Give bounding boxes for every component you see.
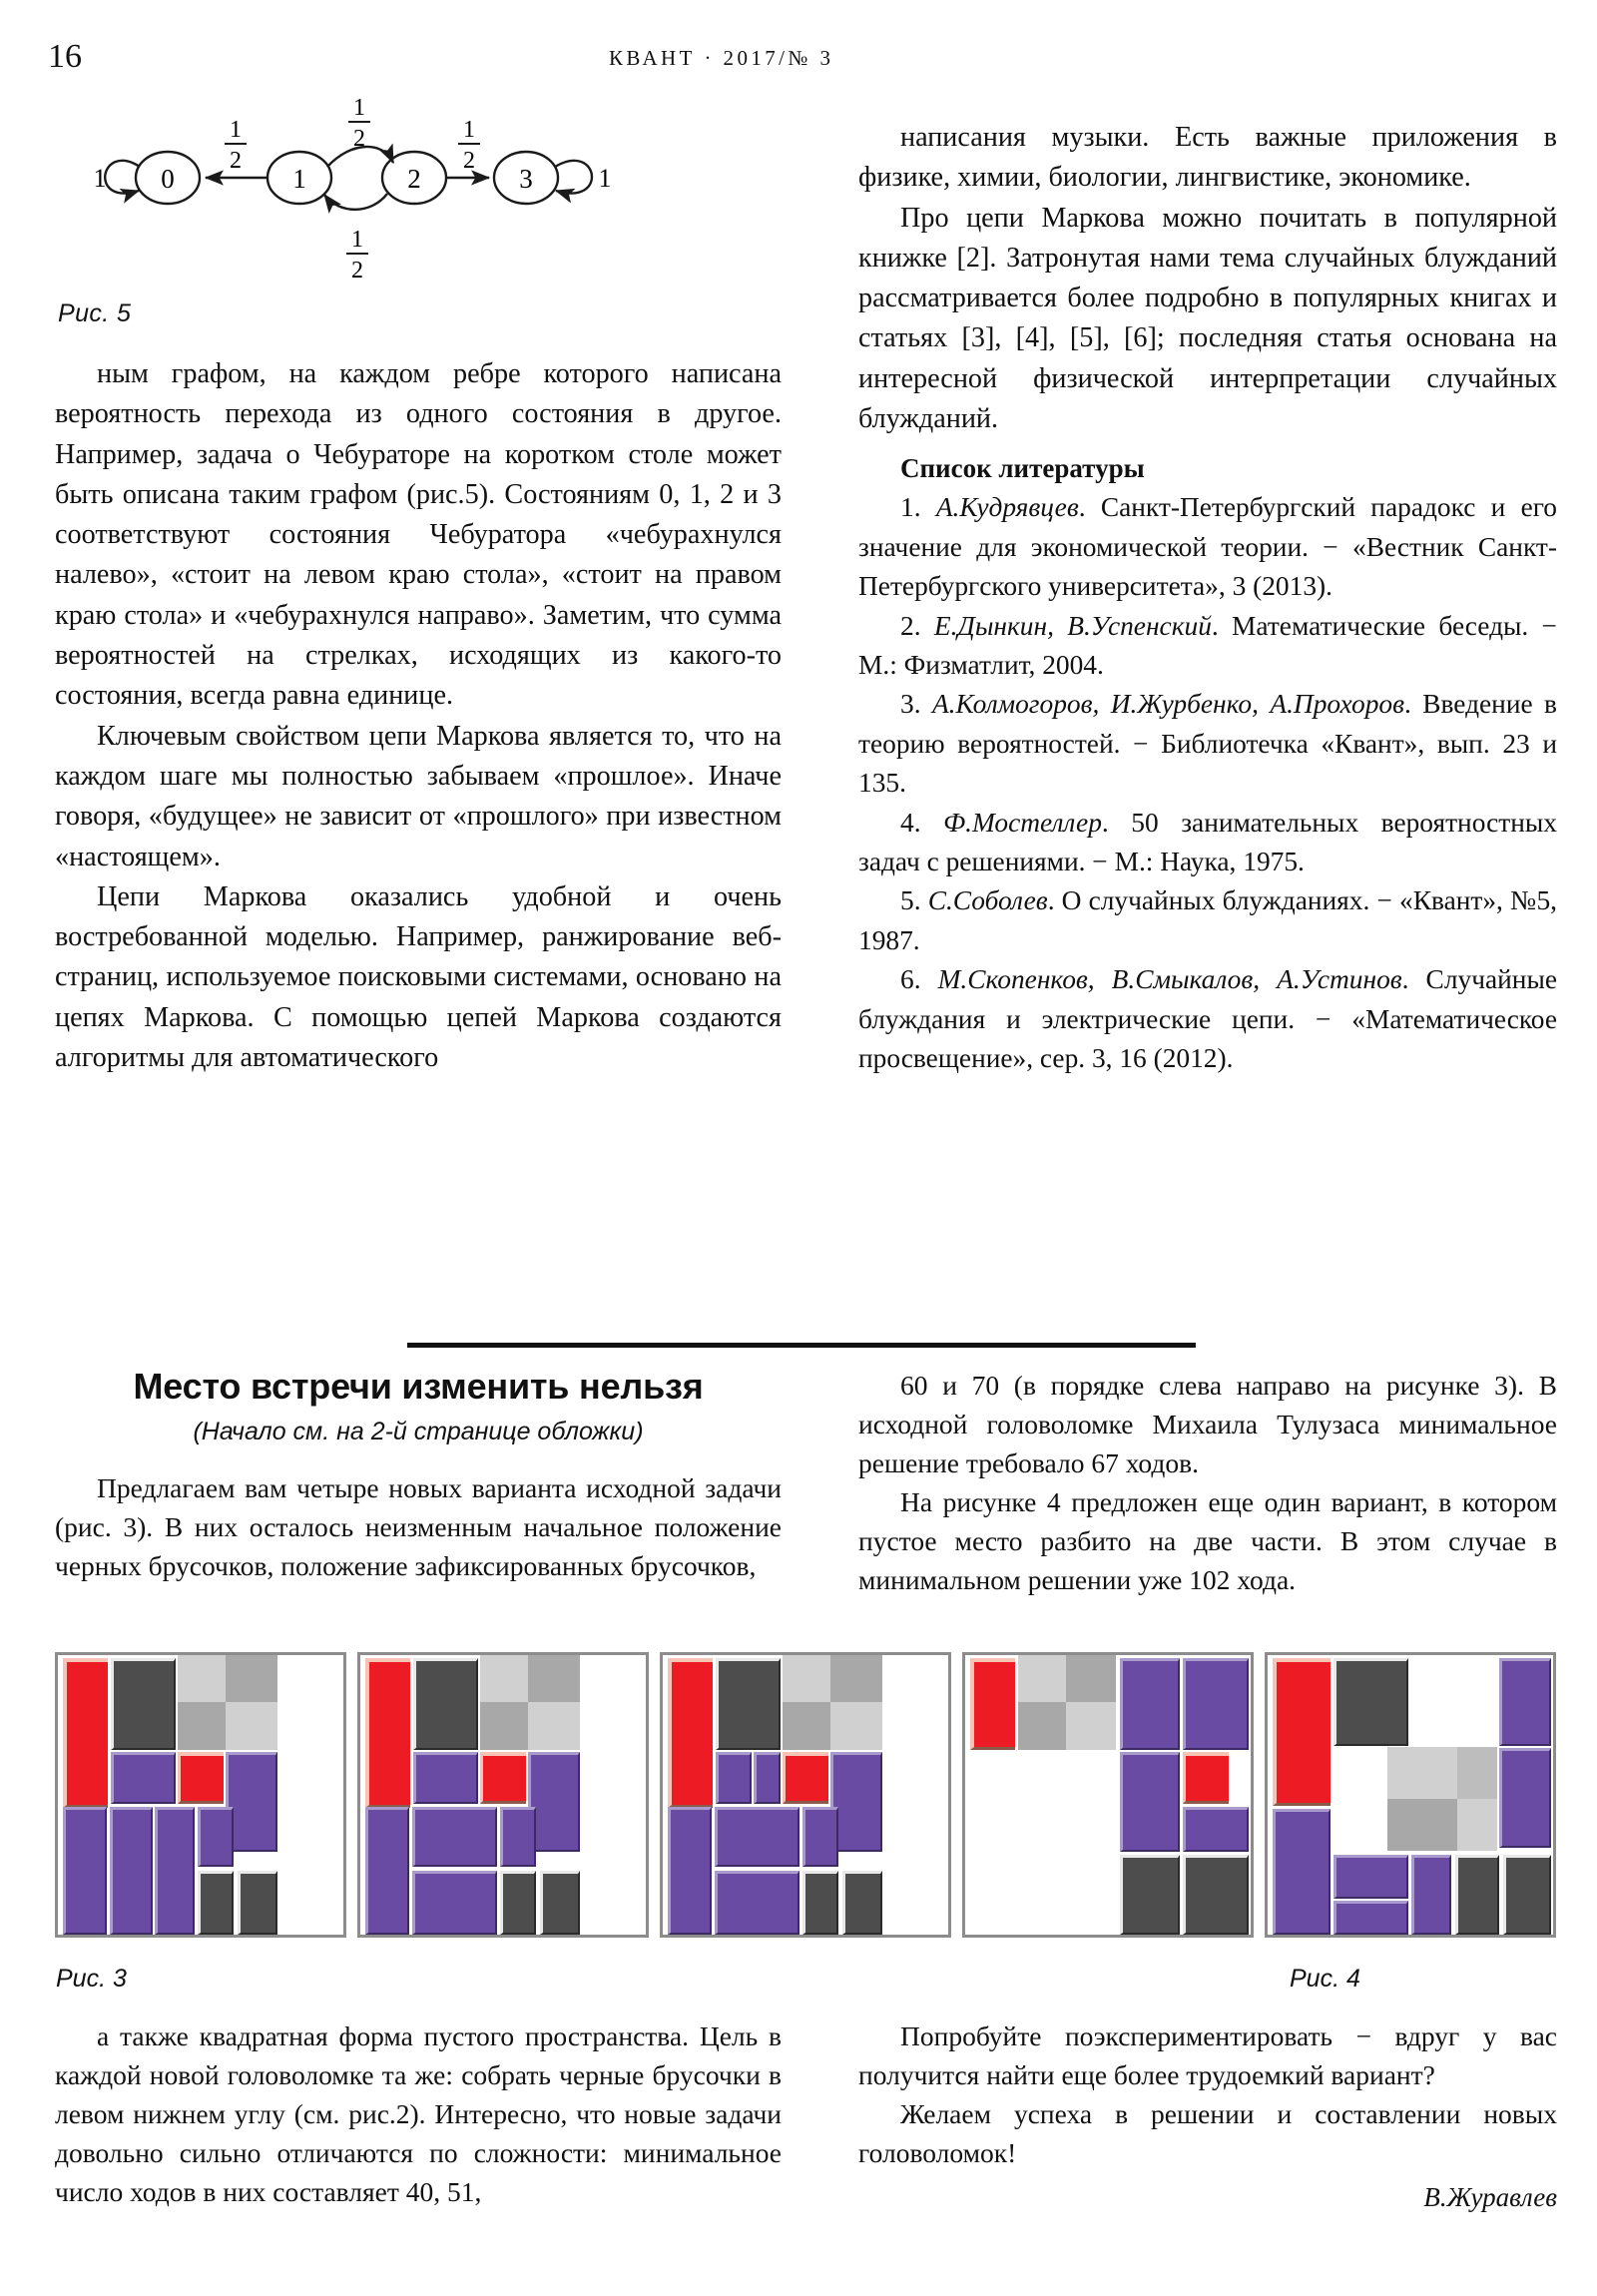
fixed-cell bbox=[830, 1702, 882, 1750]
block-purple-wide bbox=[715, 1807, 799, 1867]
block-dark-large bbox=[716, 1658, 781, 1750]
block-dark-small bbox=[1503, 1855, 1551, 1935]
section-divider bbox=[407, 1343, 1196, 1348]
block-red-small bbox=[783, 1752, 828, 1804]
reference-rest: . Математические беседы. − М.: Физматлит, 2004. bbox=[858, 610, 1557, 680]
reference-item bbox=[858, 960, 1557, 1078]
fixed-cell bbox=[1387, 1747, 1457, 1799]
article2-bottom-right-column bbox=[858, 2016, 1557, 2213]
node-label-2: 2 bbox=[407, 164, 421, 194]
block-purple-tall bbox=[1499, 1658, 1551, 1746]
block-purple-small bbox=[1183, 1807, 1249, 1852]
figure-markov-chain bbox=[40, 95, 798, 294]
reference-authors: Ф.Мостеллер bbox=[943, 807, 1102, 838]
author-signature: В.Журавлев bbox=[1423, 2182, 1557, 2212]
block-purple-wide bbox=[412, 1871, 497, 1935]
svg-text:1: 1 bbox=[230, 117, 242, 143]
block-purple-tall bbox=[365, 1807, 409, 1935]
puzzle-board-5 bbox=[1265, 1652, 1556, 1938]
figure3-caption: Рис. 3 bbox=[56, 1965, 127, 1993]
fixed-cell bbox=[830, 1655, 882, 1702]
reference-number: 5. bbox=[900, 885, 921, 916]
block-dark-small bbox=[1120, 1855, 1180, 1935]
fixed-cell bbox=[480, 1702, 528, 1750]
reference-rest: . Случайные блуждания и электрические цепи. − «Математическое просвещение», сер. 3, 16 (2012). bbox=[858, 964, 1558, 1074]
block-red-tall bbox=[668, 1658, 713, 1808]
block-red-tall bbox=[365, 1658, 410, 1808]
block-dark-small bbox=[1455, 1855, 1499, 1935]
reference-item bbox=[858, 488, 1557, 606]
puzzle-board-2 bbox=[357, 1652, 649, 1938]
block-dark-large bbox=[1333, 1658, 1408, 1746]
puzzle-figures bbox=[0, 1652, 1597, 1952]
node-label-1: 1 bbox=[292, 164, 306, 194]
block-purple-tall bbox=[668, 1807, 712, 1935]
block-purple-tall bbox=[1499, 1748, 1551, 1848]
block-dark-small bbox=[802, 1871, 838, 1935]
reference-rest: . 50 занимательных вероятностных задач с решениями. − М.: Наука, 1975. bbox=[858, 807, 1557, 877]
reference-rest: . Санкт-Петербургский парадокс и его значение для экономической теории. − «Вестник Санкт-Петербургского университета», 3 (2013). bbox=[858, 492, 1557, 602]
block-dark-large bbox=[413, 1658, 478, 1750]
reference-authors: С.Соболев bbox=[927, 885, 1048, 916]
block-purple-small bbox=[716, 1752, 752, 1804]
figure4-caption: Рис. 4 bbox=[1290, 1965, 1360, 1993]
fixed-cell bbox=[226, 1702, 277, 1750]
reference-item bbox=[858, 685, 1557, 803]
fixed-cell bbox=[226, 1655, 277, 1702]
reference-number: 2. bbox=[900, 610, 921, 641]
block-red-tall bbox=[970, 1658, 1015, 1750]
block-purple-tall bbox=[1183, 1658, 1249, 1750]
block-purple-tall bbox=[63, 1807, 107, 1935]
paragraph: На рисунке 4 предложен еще один вариант, в котором пустое место разбито на две части. В этом случае в минимальном решении уже 102 хода. bbox=[858, 1486, 1557, 1595]
fixed-cell bbox=[1018, 1702, 1066, 1750]
block-purple-small bbox=[1411, 1855, 1451, 1935]
fixed-cell bbox=[480, 1655, 528, 1702]
block-red-small bbox=[1183, 1752, 1229, 1804]
svg-text:2: 2 bbox=[351, 258, 363, 284]
block-purple-wide bbox=[1333, 1855, 1408, 1899]
fixed-cell bbox=[178, 1655, 226, 1702]
reference-item bbox=[858, 881, 1557, 960]
block-purple-small bbox=[754, 1752, 781, 1804]
block-purple-tall bbox=[1120, 1658, 1180, 1750]
block-red-tall bbox=[1273, 1658, 1331, 1806]
fixed-cell bbox=[528, 1702, 580, 1750]
block-red-small bbox=[178, 1752, 224, 1804]
edge-label-self-right: 1 bbox=[598, 164, 612, 193]
journal-title: КВАНТ · 2017/№ 3 bbox=[609, 46, 834, 70]
block-dark-large bbox=[111, 1658, 176, 1750]
paragraph: Про цепи Маркова можно почитать в популярной книжке [2]. Затронутая нами тема случайных блужданий рассматривается более подробно в популярных книгах и статьях [3], [4], [5], [6]; последняя статья основана на интересной физической интерпретации случайных блужданий. bbox=[858, 202, 1557, 435]
block-dark-small bbox=[198, 1871, 234, 1935]
article2-right-column bbox=[858, 1366, 1557, 1599]
reference-authors: Е.Дынкин, В.Успенский bbox=[933, 610, 1212, 641]
paragraph: Цепи Маркова оказались удобной и очень востребованной моделью. Например, ранжирование веб-страниц, используемое поисковыми системами, основано на цепях Маркова. С помощью цепей Маркова создаются алгоритмы для автоматического bbox=[55, 880, 782, 1074]
article2-left-column bbox=[55, 1366, 782, 1585]
block-purple-small bbox=[198, 1807, 234, 1867]
block-purple-wide bbox=[412, 1807, 497, 1867]
reference-authors: А.Колмогоров, И.Журбенко, А.Прохоров bbox=[931, 689, 1404, 720]
fixed-cell bbox=[783, 1702, 830, 1750]
puzzle-board-3 bbox=[660, 1652, 951, 1938]
fixed-cell bbox=[178, 1702, 226, 1750]
reference-number: 6. bbox=[900, 964, 921, 995]
reference-number: 3. bbox=[900, 689, 921, 720]
block-dark-small bbox=[540, 1871, 580, 1935]
article2-subtitle: (Начало см. на 2-й странице обложки) bbox=[193, 1418, 644, 1445]
paragraph: а также квадратная форма пустого пространства. Цель в каждой новой головоломке та же: собрать черные брусочки в левом нижнем углу (см. рис.2). Интересно, что новые задачи довольно сильно отличаются по сложности: минимальное число ходов в них составляет 40, 51, bbox=[55, 2020, 782, 2207]
block-purple-tall bbox=[1120, 1752, 1180, 1852]
references-heading: Список литературы bbox=[900, 453, 1145, 484]
svg-text:2: 2 bbox=[353, 126, 365, 152]
fixed-cell bbox=[528, 1655, 580, 1702]
block-purple-tall bbox=[110, 1807, 153, 1935]
edge-label-one-to-two bbox=[348, 95, 370, 152]
block-purple-tall bbox=[1273, 1809, 1331, 1935]
block-dark-small bbox=[500, 1871, 536, 1935]
block-red-small bbox=[480, 1752, 526, 1804]
reference-item bbox=[858, 607, 1557, 686]
fixed-cell bbox=[1387, 1799, 1457, 1851]
svg-text:1: 1 bbox=[463, 117, 475, 143]
reference-item bbox=[858, 804, 1557, 882]
svg-text:1: 1 bbox=[351, 227, 363, 253]
block-purple-wide bbox=[715, 1871, 799, 1935]
page-header bbox=[0, 38, 1597, 78]
block-purple-wide bbox=[413, 1752, 478, 1804]
fixed-cell bbox=[1066, 1655, 1116, 1702]
paragraph: ным графом, на каждом ребре которого написана вероятность перехода из одного состояния в другое. Например, задача о Чебураторе на коротком столе может быть описана таким графом (рис.5). Состояниям 0, 1, 2 и 3 соответствуют состояния Чебуратора «чебурахнулся налево», «стоит на левом краю стола», «стоит на правом краю стола» и «чебурахнулся направо». Заметим, что сумма вероятностей на стрелках, исходящих из какого-то состояния, всегда равна единице. bbox=[55, 358, 782, 712]
paragraph: Предлагаем вам четыре новых варианта исходной задачи (рис. 3). В них осталось неизменным начальное положение черных брусочков, положение зафиксированных брусочков, bbox=[55, 1472, 782, 1581]
block-dark-small bbox=[1183, 1855, 1249, 1935]
fixed-cell bbox=[783, 1655, 830, 1702]
block-dark-small bbox=[842, 1871, 882, 1935]
page-number: 16 bbox=[48, 38, 82, 75]
block-purple-wide bbox=[1333, 1901, 1408, 1935]
svg-text:1: 1 bbox=[353, 95, 365, 121]
block-purple-small bbox=[802, 1807, 838, 1867]
block-dark-small bbox=[238, 1871, 277, 1935]
article2-bottom-left-column bbox=[55, 2016, 782, 2211]
reference-rest: . Введение в теорию вероятностей. − Библиотечка «Квант», вып. 23 и 135. bbox=[858, 689, 1557, 799]
block-purple-tall bbox=[155, 1807, 195, 1935]
reference-rest: . О случайных блужданиях. − «Квант», №5, 1987. bbox=[858, 885, 1557, 955]
paragraph: написания музыки. Есть важные приложения в физике, химии, биологии, лингвистике, экономике. bbox=[858, 122, 1557, 194]
paragraph: Попробуйте поэкспериментировать − вдруг у вас получится найти еще более трудоемкий вариант? bbox=[858, 2020, 1557, 2090]
fixed-cell bbox=[1066, 1702, 1116, 1750]
reference-authors: М.Скопенков, В.Смыкалов, А.Устинов bbox=[937, 964, 1402, 995]
block-purple-wide bbox=[111, 1752, 176, 1804]
edge-label-one-to-zero bbox=[225, 117, 247, 174]
node-label-3: 3 bbox=[519, 164, 533, 194]
fixed-cell bbox=[1018, 1655, 1066, 1702]
block-red-tall bbox=[63, 1658, 108, 1808]
node-label-0: 0 bbox=[161, 164, 175, 194]
article2-title: Место встречи изменить нельзя bbox=[133, 1366, 704, 1407]
reference-authors: А.Кудрявцев bbox=[935, 492, 1079, 523]
svg-text:2: 2 bbox=[463, 148, 475, 174]
paragraph: Ключевым свойством цепи Маркова является то, что на каждом шаге мы полностью забываем «прошлое». Иначе говоря, «будущее» не зависит от «прошлого» при известном «настоящем». bbox=[55, 720, 782, 872]
edge-label-two-to-three bbox=[458, 117, 480, 174]
paragraph: 60 и 70 (в порядке слева направо на рисунке 3). В исходной головоломке Михаила Тулузаса минимальное решение требовало 67 ходов. bbox=[858, 1370, 1557, 1478]
reference-number: 4. bbox=[900, 807, 921, 838]
edge-label-self-left: 1 bbox=[93, 164, 107, 193]
edge-label-two-to-one bbox=[346, 227, 368, 284]
article1-right-column bbox=[858, 118, 1557, 1078]
paragraph: Желаем успеха в решении и составлении новых головоломок! bbox=[858, 2098, 1557, 2168]
block-purple-small bbox=[500, 1807, 536, 1867]
reference-number: 1. bbox=[900, 492, 921, 523]
fixed-cell bbox=[1457, 1799, 1497, 1851]
markov-graph-svg bbox=[40, 95, 798, 294]
svg-text:2: 2 bbox=[230, 148, 242, 174]
figure5-caption: Рис. 5 bbox=[58, 299, 132, 327]
puzzle-board-1 bbox=[55, 1652, 346, 1938]
puzzle-board-4 bbox=[962, 1652, 1254, 1938]
article1-left-column bbox=[55, 354, 782, 1078]
fixed-cell bbox=[1457, 1747, 1497, 1799]
